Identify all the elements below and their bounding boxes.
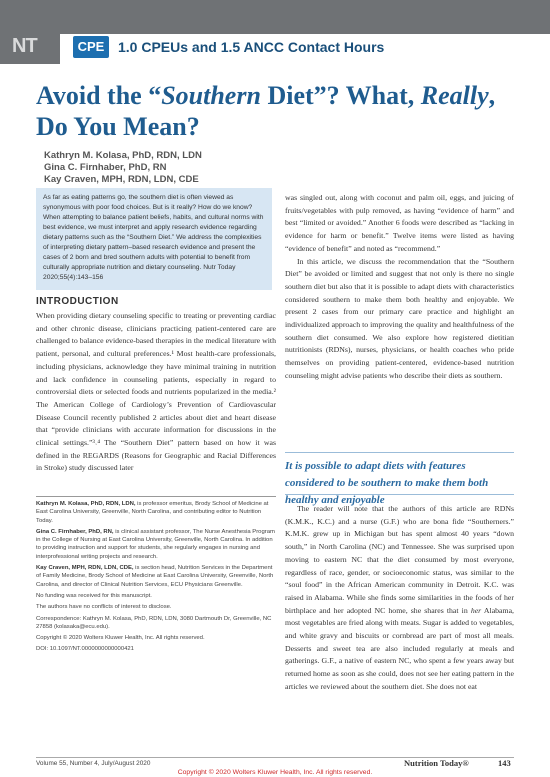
- author-3: Kay Craven, MPH, RDN, LDN, CDE: [44, 174, 199, 185]
- credit-hours: 1.0 CPEUs and 1.5 ANCC Contact Hours: [118, 39, 385, 55]
- article-title: Avoid the “Southern Diet”? What, Really, Do You Mean?: [36, 81, 496, 141]
- right-column-text: [285, 192, 514, 383]
- copyright-footer: Copyright © 2020 Wolters Kluwer Health, Inc. All rights reserved.: [177, 769, 373, 776]
- affiliations: [36, 500, 276, 657]
- author-list: [44, 150, 202, 186]
- pull-quote: It is possible to adapt diets with features considered to be southern to make them both healthy and enjoyable: [285, 460, 489, 506]
- correspondence: Correspondence: Kathryn M. Kolasa, PhD, RDN, LDN, 3080 Dartmouth Dr, Greenville, NC 27858 (kolasaka@ecu.edu).: [36, 615, 272, 630]
- page-number: 143: [498, 758, 511, 768]
- funding-note: No funding was received for this manuscript.: [36, 592, 152, 599]
- copyright-note: Copyright © 2020 Wolters Kluwer Health, Inc. All rights reserved.: [36, 635, 205, 642]
- journal-logo: NT: [12, 35, 37, 57]
- author-1: Kathryn M. Kolasa, PhD, RDN, LDN: [44, 150, 202, 161]
- title-emphasis-southern: Southern: [161, 81, 261, 110]
- pull-quote-rule-top: [285, 452, 514, 453]
- paragraph-1: was singled out, along with coconut and palm oil, eggs, and juicing of fruits/vegetables with pulp removed, as having “evidence of harm” and best “limited or avoided.” Another 6 foods were described as “lacking in evidence for harm or benefit.” Twelve items were listed as having “evidence of benefit” and noted as “recommend.”: [285, 193, 514, 253]
- conflicts-note: The authors have no conflicts of interest to disclose.: [36, 604, 172, 611]
- abstract-box: As far as eating patterns go, the southern diet is often viewed as synonymous with poor food choices. But is it really? How do we know? When attempting to balance patient beliefs, habits, and cultural norms with best evidence, we must interpret and apply research evidence regarding dietary patterns such as the “Southern Diet.” We address the complexities of interpreting dietary pattern–based research evidence and present the cases of 2 born and bred southern adults with potential to benefit from culturally appropriate nutrition and dietary counseling. Nutr Today 2020;55(4):143–156: [36, 188, 272, 290]
- affiliation-1: Kathryn M. Kolasa, PhD, RDN, LDN, is professor emeritus, Brody School of Medicine at East Carolina University, Greenville, North Carolina, and contributing editor to Nutrition Today.: [36, 501, 269, 524]
- title-emphasis-really: Really: [420, 81, 489, 110]
- pull-quote-rule-bottom: [285, 494, 514, 495]
- introduction-text: When providing dietary counseling specific to treating or preventing cardiac and other chronic disease, clinicians practicing patient-centered care are challenged to balance evidence-based therapies in the medical literature with patient, personal, and cultural preferences.¹ Most health-care professionals, including physicians, acknowledge they have minimal training in nutrition and lack confidence in counseling patients, especially in regard to controversial diets or selected foods and nutrients popularized in the media.² The American College of Cardiology’s Prevention of Cardiovascular Disease Council recently published 2 articles about diet and heart disease that “provide clinicians with accurate information for discussions in the clinical settings.”³˒⁴ The “Southern Diet” pattern based on how it was defined in the REGARDS (Reasons for Geographic and Racial Differences in Stroke) study discussed later: [36, 311, 276, 473]
- affiliation-divider: [36, 496, 276, 497]
- paragraph-2: In this article, we discuss the recommendation that the “Southern Diet” be avoided or limited and suggest that not only is there no single southern diet but also that it is possible to adapt diets with characteristics considered southern to make them both healthy and enjoyable. We present 2 cases from our primary care practice and highlight an individualized approach to improving the quality and healthfulness of the southern diet consumed. We also explore how registered dietitian nutritionists (RDNs), nurses, physicians, or health coaches who pride themselves on providing patient-centered, evidence-based nutrition counseling might advise patients who describe their diets as southern.: [285, 256, 514, 380]
- issue-info: Volume 55, Number 4, July/August 2020: [36, 760, 151, 767]
- doi: DOI: 10.1097/NT.0000000000000421: [36, 646, 134, 653]
- affiliation-3: Kay Craven, MPH, RDN, LDN, CDE, is section head, Nutrition Services in the Department of Family Medicine, Brody School of Medicine at East Carolina University, Greenville, North Carolina, and director of Clinical Nutrition Services, ECU Physicians Greenville.: [36, 565, 274, 588]
- journal-name: Nutrition Today®: [404, 758, 469, 768]
- paragraph-3: The reader will note that the authors of this article are RDNs (K.M.K., K.C.) and a nurse (G.F.) who are bona fide “Southerners.” K.M.K. grew up in Michigan but has spent almost 40 years “down south,” in North Carolina (NC) and Tennessee. She was surprised upon moving to eastern NC that the diet consumed by most everyone, regardless of race, gender, or socioeconomic status, was similar to the “soul food” in the African American community in Detroit. K.C. was raised in Alabama. While she finds some similarities in the foods of her birthplace and her adopted NC home, she shares that in her Alabama, most vegetables are fried along with meats. Sugar is added to vegetables, and white gravy and biscuits or cornbread are part of most all meals. Desserts and sweet tea are also included regularly at meals and gatherings. G.F., a native of eastern NC, who spent a few years away but returned home as soon as she could, does not see her eating pattern in the articles we reviewed about the southern diet. She does not eat: [285, 504, 514, 691]
- introduction-heading: INTRODUCTION: [36, 296, 119, 307]
- author-2: Gina C. Firnhaber, PhD, RN: [44, 162, 167, 173]
- affiliation-2: Gina C. Firnhaber, PhD, RN, is clinical assistant professor, The Nurse Anesthesia Program in the College of Nursing at East Carolina University, Greenville, North Carolina. In addition to providing instruction and support for students, she regularly engages in nursing and interprofessional writing projects and research.: [36, 528, 275, 560]
- cpe-badge: CPE: [73, 36, 109, 58]
